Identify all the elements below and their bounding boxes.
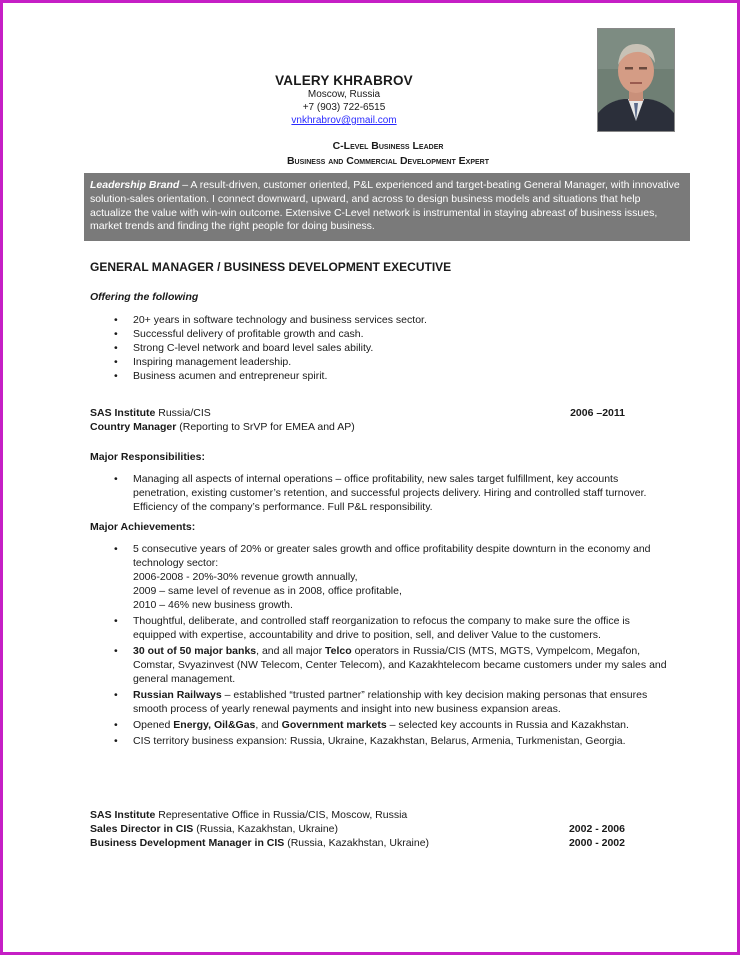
portrait-photo [597,28,675,132]
achievements-list [112,542,672,750]
contact-header [200,73,488,127]
list-item: • Successful delivery of profitable growth and cash. [112,327,672,341]
company-place: Representative Office in Russia/CIS, Moscow, Russia [155,809,408,821]
list-item: • Thoughtful, deliberate, and controlled staff reorganization to refocus the company to make sure the office is equipped with expertise, accountability and drive to position, sell, and deliver Value to the customers. [112,614,672,642]
list-item: • 20+ years in software technology and business services sector. [112,313,672,327]
brand-label: Leadership Brand [90,179,180,191]
achievement-text: 2006-2008 - 20%-30% revenue growth annually, [133,571,358,583]
achievement-text: Opened [133,719,174,731]
role-note: (Russia, Kazakhstan, Ukraine) [193,823,339,835]
role-title: Business Development Manager in CIS [90,837,285,849]
phone: +7 (903) 722-6515 [302,102,386,113]
job-dates: 2006 –2011 [570,407,625,419]
list-item [112,718,672,732]
achievement-text: – established “trusted partner” relationship with key decision making personas that ensures smooth process of yearly renewal payments and insight into new business expansion areas. [133,689,648,715]
bold-text: Telco [325,645,352,657]
achievement-text: , and [255,719,282,731]
role-title: Sales Director in CIS [90,823,194,835]
list-item: • Inspiring management leadership. [112,355,672,369]
achievement-text: 2009 – same level of revenue as in 2008, office profitable, [133,585,402,597]
brand-text: – A result-driven, customer oriented, P&L experienced and target-beating General Manager, with innovative solution-sales orientation. I connect downward, upward, and across to design business models and situations that help actualize the value with win-win outcome. Extensive C-Level network is instrumental in staying abreast of business issues, market trends and finding the right people for doing business. [90,179,680,233]
achievement-text: operators in Russia/CIS (MTS, MGTS, Vympelcom, Megafon, Comstar, Svyazinvest (NW Telecom, Center Telecom), and Kazakhtelecom became customers under my sales and general management. [133,645,667,685]
email-link[interactable]: vnkhrabrov@gmail.com [291,115,397,126]
job-dates: 2000 - 2002 [568,837,625,849]
role-note: (Russia, Kazakhstan, Ukraine) [284,837,430,849]
bold-text: Energy, Oil&Gas [173,719,256,731]
title-line-2: Business and Commercial Development Expert [286,155,490,167]
achievement-text: 5 consecutive years of 20% or greater sales growth and office profitability despite downturn in the economy and technology sector: [133,543,651,569]
job-sas-country-manager [90,406,630,434]
achievement-text: – selected key accounts in Russia and Kazakhstan. [386,719,629,731]
list-item: • CIS territory business expansion: Russia, Ukraine, Kazakhstan, Belarus, Armenia, Turkmenistan, Georgia. [112,734,672,748]
company-name: SAS Institute [90,407,156,419]
responsibilities-list [112,472,672,514]
list-item: • Strong C-level network and board level sales ability. [112,341,672,355]
list-item: • Managing all aspects of internal operations – office profitability, new sales target fulfillment, key accounts penetration, existing customer’s retention, and successful projects delivery. Hiring and controlled staff turnover. Efficiency of the company’s performance. Full P&L responsibility. [112,472,672,514]
offering-list [112,313,672,383]
offering-title: Offering the following [90,291,199,303]
bold-text: Government markets [281,719,387,731]
list-item: • Business acumen and entrepreneur spirit. [112,369,672,383]
company-place: Russia/CIS [155,407,211,419]
achievements-title: Major Achievements: [90,521,196,533]
job-dates: 2002 - 2006 [568,823,625,835]
list-item [112,644,672,686]
job-sas-representative-office [90,808,630,850]
title-line-1: C-Level Business Leader [332,140,444,152]
achievement-text: 2010 – 46% new business growth. [133,599,293,611]
achievement-text: , and all major [256,645,325,657]
responsibilities-title: Major Responsibilities: [90,451,205,463]
location: Moscow, Russia [307,89,381,100]
bold-text: Russian Railways [133,689,222,701]
candidate-name: VALERY KHRABROV [275,73,413,88]
bold-text: 30 out of 50 major banks [133,645,257,657]
list-item [112,542,672,612]
role-title: Country Manager [90,421,177,433]
section-title: GENERAL MANAGER / BUSINESS DEVELOPMENT EXECUTIVE [90,260,452,274]
role-note: (Reporting to SrVP for EMEA and AP) [176,421,355,433]
list-item [112,688,672,716]
leadership-brand-box [84,173,690,241]
company-name: SAS Institute [90,809,156,821]
professional-title [200,139,576,169]
